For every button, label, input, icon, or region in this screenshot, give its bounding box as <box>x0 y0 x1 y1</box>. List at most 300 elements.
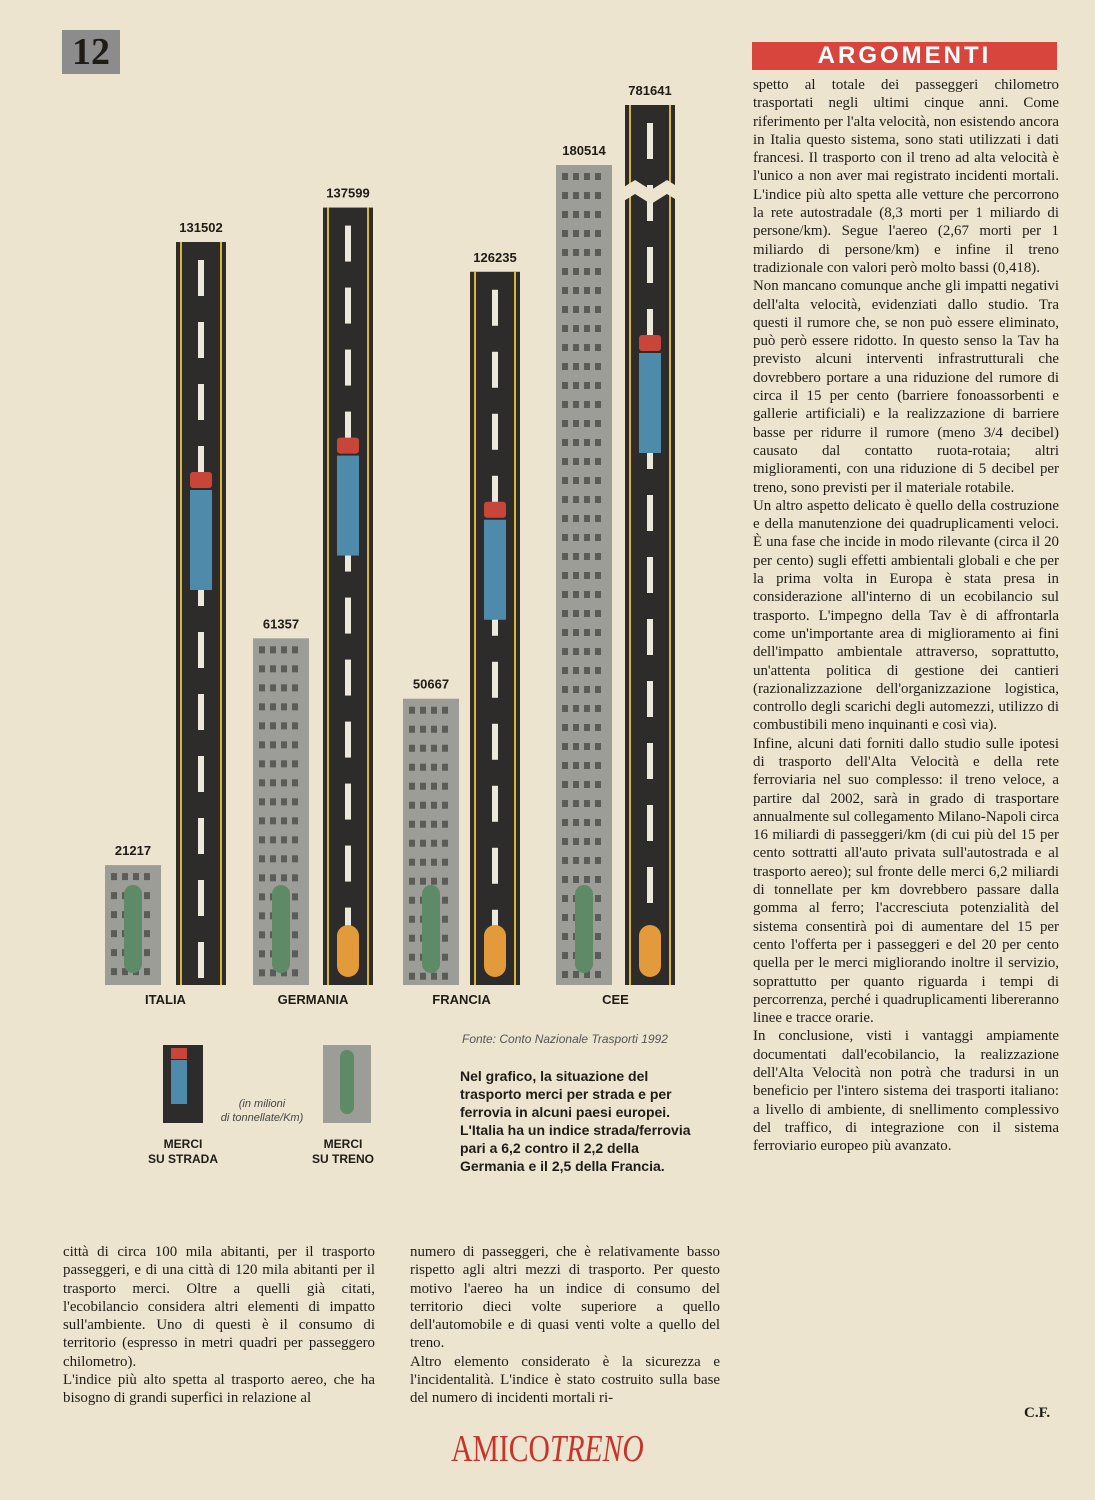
window <box>259 741 265 748</box>
window <box>562 952 568 959</box>
window <box>259 912 265 919</box>
lane-dash <box>198 942 204 978</box>
value-label: 126235 <box>473 249 517 265</box>
window <box>562 933 568 940</box>
window <box>111 968 117 975</box>
window <box>584 344 590 351</box>
paragraph: In conclusione, visti i vantaggi ampiamente documentati dall'ecobilancio, la realizzazione dell'Alta Velocità non potrà che tradursi in un beneficio per l'intero sistema dei trasporti italiano: a livello di ambiente, di snellimento complessivo del traffico, di integrazione con il sistema ferroviario europeo più avanzato. <box>753 1028 1059 1155</box>
window <box>431 783 437 790</box>
lane-dash <box>647 681 653 717</box>
window <box>573 743 579 750</box>
category-label: ITALIA <box>145 992 186 1007</box>
truck-trailer-icon <box>639 353 661 453</box>
lane-dash <box>198 880 204 916</box>
window <box>562 515 568 522</box>
lane-dash <box>345 350 351 386</box>
window <box>562 876 568 883</box>
window <box>259 665 265 672</box>
chart-source: Fonte: Conto Nazionale Trasporti 1992 <box>462 1032 668 1046</box>
window <box>595 933 601 940</box>
window <box>442 859 448 866</box>
window <box>144 949 150 956</box>
window <box>595 382 601 389</box>
window <box>442 878 448 885</box>
window <box>292 684 298 691</box>
window <box>281 684 287 691</box>
window <box>281 817 287 824</box>
window <box>595 420 601 427</box>
window <box>259 969 265 976</box>
window <box>270 741 276 748</box>
road-edge-line <box>514 272 516 985</box>
lane-dash <box>647 123 653 159</box>
train-car-icon <box>422 885 440 973</box>
window <box>562 648 568 655</box>
masthead-part-b: TRENO <box>549 1428 644 1470</box>
lane-dash <box>492 786 498 822</box>
unit-label: di tonnellate/Km) <box>220 1112 304 1124</box>
window <box>562 553 568 560</box>
window <box>595 648 601 655</box>
window <box>562 268 568 275</box>
window <box>409 878 415 885</box>
window <box>562 420 568 427</box>
window <box>442 745 448 752</box>
window <box>111 873 117 880</box>
window <box>292 760 298 767</box>
window <box>409 726 415 733</box>
window <box>584 173 590 180</box>
window <box>409 935 415 942</box>
author-signature: C.F. <box>1024 1405 1051 1421</box>
window <box>584 705 590 712</box>
window <box>584 876 590 883</box>
window <box>573 439 579 446</box>
legend-label: SU TRENO <box>311 1152 375 1166</box>
window <box>431 764 437 771</box>
window <box>584 781 590 788</box>
window <box>573 591 579 598</box>
window <box>442 764 448 771</box>
window <box>420 802 426 809</box>
window <box>573 230 579 237</box>
train-car-icon <box>124 885 142 973</box>
window <box>420 745 426 752</box>
window <box>292 817 298 824</box>
unit-label: (in milioni <box>238 1098 286 1110</box>
window <box>562 914 568 921</box>
window <box>595 173 601 180</box>
window <box>562 534 568 541</box>
window <box>431 973 437 980</box>
window <box>144 930 150 937</box>
window <box>595 249 601 256</box>
window <box>442 897 448 904</box>
window <box>595 971 601 978</box>
category-label: FRANCIA <box>432 992 491 1007</box>
legend-train <box>340 1050 354 1114</box>
window <box>409 821 415 828</box>
window <box>573 268 579 275</box>
window <box>595 724 601 731</box>
window <box>584 477 590 484</box>
window <box>281 855 287 862</box>
truck-trailer-icon <box>484 520 506 620</box>
window <box>420 764 426 771</box>
window <box>431 821 437 828</box>
window <box>573 572 579 579</box>
window <box>584 306 590 313</box>
window <box>562 705 568 712</box>
window <box>562 857 568 864</box>
lane-dash <box>492 414 498 450</box>
window <box>270 855 276 862</box>
window <box>573 173 579 180</box>
window <box>144 968 150 975</box>
window <box>573 306 579 313</box>
legend-truck-cab <box>171 1048 187 1059</box>
lane-dash <box>647 619 653 655</box>
window <box>584 857 590 864</box>
window <box>292 665 298 672</box>
window <box>584 610 590 617</box>
lane-dash <box>198 384 204 420</box>
window <box>573 857 579 864</box>
lane-dash <box>198 756 204 792</box>
legend-label: SU STRADA <box>147 1152 219 1166</box>
window <box>562 591 568 598</box>
window <box>292 703 298 710</box>
window <box>409 916 415 923</box>
window <box>442 821 448 828</box>
train-car-icon <box>575 885 593 973</box>
window <box>562 230 568 237</box>
window <box>562 173 568 180</box>
window <box>562 610 568 617</box>
window <box>259 931 265 938</box>
window <box>562 477 568 484</box>
window <box>595 705 601 712</box>
window <box>573 838 579 845</box>
window <box>562 192 568 199</box>
window <box>595 439 601 446</box>
legend-truck-trailer <box>171 1060 187 1104</box>
window <box>584 249 590 256</box>
window <box>595 496 601 503</box>
window <box>259 703 265 710</box>
window <box>270 665 276 672</box>
window <box>562 838 568 845</box>
road-edge-line <box>367 208 369 985</box>
window <box>573 211 579 218</box>
window <box>259 836 265 843</box>
window <box>584 515 590 522</box>
road-edge-line <box>180 242 182 985</box>
window <box>259 646 265 653</box>
window <box>562 306 568 313</box>
window <box>595 287 601 294</box>
lane-dash <box>198 694 204 730</box>
window <box>281 779 287 786</box>
window <box>595 667 601 674</box>
window <box>595 306 601 313</box>
road-edge-line <box>474 272 476 985</box>
lane-dash <box>492 290 498 326</box>
window <box>595 800 601 807</box>
legend-label: MERCI <box>323 1137 363 1151</box>
window <box>259 874 265 881</box>
window <box>595 781 601 788</box>
window <box>281 703 287 710</box>
window <box>595 876 601 883</box>
window <box>573 553 579 560</box>
window <box>562 572 568 579</box>
window <box>270 703 276 710</box>
paragraph: L'indice più alto spetta al trasporto aereo, che ha bisogno di grandi superfici in relazione al <box>63 1372 375 1407</box>
window <box>573 382 579 389</box>
window <box>292 874 298 881</box>
lane-dash <box>345 722 351 758</box>
window <box>409 840 415 847</box>
window <box>270 817 276 824</box>
window <box>259 817 265 824</box>
window <box>595 553 601 560</box>
window <box>573 477 579 484</box>
window <box>573 287 579 294</box>
window <box>573 420 579 427</box>
window <box>584 743 590 750</box>
window <box>259 779 265 786</box>
window <box>584 439 590 446</box>
window <box>562 325 568 332</box>
magazine-masthead <box>120 1427 974 1471</box>
window <box>595 629 601 636</box>
window <box>442 935 448 942</box>
window <box>409 783 415 790</box>
window <box>270 760 276 767</box>
window <box>292 722 298 729</box>
window <box>144 892 150 899</box>
window <box>562 819 568 826</box>
window <box>584 363 590 370</box>
window <box>573 401 579 408</box>
value-label: 61357 <box>262 616 300 632</box>
window <box>562 458 568 465</box>
window <box>420 707 426 714</box>
paragraph: numero di passeggeri, che è relativamente basso rispetto agli altri mezzi di trasporto. Per questo motivo l'aereo ha un indice di consumo del territorio dieci volte superiore a quello dell'automobile e di quasi venti volte a quello del treno. <box>410 1244 720 1352</box>
window <box>595 515 601 522</box>
window <box>595 743 601 750</box>
window <box>420 840 426 847</box>
window <box>573 876 579 883</box>
train-car-icon <box>337 925 359 977</box>
window <box>573 686 579 693</box>
window <box>595 819 601 826</box>
window <box>420 821 426 828</box>
window <box>595 534 601 541</box>
window <box>584 458 590 465</box>
window <box>595 895 601 902</box>
lane-dash <box>492 724 498 760</box>
window <box>442 973 448 980</box>
window <box>292 646 298 653</box>
window <box>573 648 579 655</box>
window <box>122 873 128 880</box>
lane-dash <box>198 818 204 854</box>
window <box>281 646 287 653</box>
window <box>111 930 117 937</box>
window <box>584 762 590 769</box>
window <box>442 707 448 714</box>
window <box>584 648 590 655</box>
window <box>111 949 117 956</box>
window <box>595 211 601 218</box>
window <box>562 762 568 769</box>
lane-dash <box>647 557 653 593</box>
window <box>292 779 298 786</box>
lane-dash <box>198 322 204 358</box>
value-label: 781641 <box>628 83 672 98</box>
legend-label: MERCI <box>163 1137 203 1151</box>
truck-cab-icon <box>337 438 359 454</box>
window <box>292 855 298 862</box>
window <box>573 496 579 503</box>
window <box>595 401 601 408</box>
lane-dash <box>647 247 653 283</box>
road-edge-line <box>327 208 329 985</box>
window <box>281 798 287 805</box>
window <box>281 722 287 729</box>
window <box>595 686 601 693</box>
chart-caption: Nel grafico, la situazione del trasporto merci per strada e per ferrovia in alcuni paesi europei. L'Italia ha un indice strada/ferrovia pari a 6,2 contro il 2,2 della Germania e il 2,5 della Francia. <box>460 1068 691 1174</box>
window <box>292 741 298 748</box>
window <box>573 705 579 712</box>
window <box>573 781 579 788</box>
window <box>292 969 298 976</box>
window <box>281 836 287 843</box>
lane-dash <box>647 495 653 531</box>
window <box>259 760 265 767</box>
truck-cab-icon <box>639 335 661 351</box>
truck-cab-icon <box>190 472 212 488</box>
window <box>259 722 265 729</box>
window <box>595 914 601 921</box>
truck-trailer-icon <box>337 456 359 556</box>
masthead-part-a: AMICO <box>451 1428 550 1470</box>
window <box>409 859 415 866</box>
window <box>584 211 590 218</box>
lane-dash <box>345 598 351 634</box>
window <box>573 192 579 199</box>
window <box>292 912 298 919</box>
lane-dash <box>492 352 498 388</box>
window <box>584 553 590 560</box>
window <box>292 931 298 938</box>
window <box>409 954 415 961</box>
window <box>573 667 579 674</box>
window <box>573 610 579 617</box>
window <box>584 192 590 199</box>
window <box>431 859 437 866</box>
window <box>292 798 298 805</box>
window <box>281 665 287 672</box>
window <box>442 783 448 790</box>
window <box>562 439 568 446</box>
window <box>420 973 426 980</box>
window <box>573 249 579 256</box>
window <box>431 802 437 809</box>
window <box>584 230 590 237</box>
window <box>584 686 590 693</box>
window <box>133 873 139 880</box>
window <box>595 762 601 769</box>
window <box>562 629 568 636</box>
window <box>281 874 287 881</box>
window <box>595 325 601 332</box>
window <box>442 916 448 923</box>
window <box>562 686 568 693</box>
window <box>584 629 590 636</box>
window <box>595 952 601 959</box>
window <box>573 458 579 465</box>
window <box>562 344 568 351</box>
window <box>281 760 287 767</box>
category-label: GERMANIA <box>277 992 349 1007</box>
window <box>595 477 601 484</box>
window <box>595 344 601 351</box>
lane-dash <box>198 632 204 668</box>
window <box>111 911 117 918</box>
window <box>292 950 298 957</box>
window <box>409 707 415 714</box>
paragraph: città di circa 100 mila abitanti, per il trasporto passeggeri, e di una città di 120 mila abitanti per il trasporto merci. Oltre a quelli già citati, l'ecobilancio considera altri elementi di impatto sull'ambiente. Uno di questi è il consumo di territorio (espresso in metri quadri per passeggero chilometro). <box>63 1244 375 1370</box>
road-edge-line <box>629 105 631 985</box>
window <box>573 344 579 351</box>
window <box>584 401 590 408</box>
window <box>270 874 276 881</box>
window <box>562 781 568 788</box>
window <box>595 363 601 370</box>
window <box>584 800 590 807</box>
category-label: CEE <box>602 992 629 1007</box>
window <box>595 230 601 237</box>
window <box>562 971 568 978</box>
window <box>409 802 415 809</box>
value-label: 21217 <box>114 843 152 859</box>
window <box>584 496 590 503</box>
section-band: ARGOMENTI <box>752 42 1057 70</box>
window <box>562 667 568 674</box>
window <box>595 572 601 579</box>
window <box>442 726 448 733</box>
train-car-icon <box>484 925 506 977</box>
window <box>562 895 568 902</box>
paragraph: Non mancano comunque anche gli impatti negativi dell'alta velocità, evidenziati dallo studio. Tra questi il rumore che, se non può essere eliminato, può però essere ridotto. In questo senso la Tav ha previsto alcuni interventi infrastrutturali che dovrebbero portare a una riduzione del rumore di circa il 15 per cento (barriere fonoassorbenti e gallerie artificiali) e la realizzazione di barriere basse per ridurre il rumore (meno 3/4 decibel) causato dal contatto ruota-rotaia; altri miglioramenti, con una riduzione di 5 decibel per treno, sono previsti per il materiale rotabile. <box>753 278 1059 496</box>
value-label: 50667 <box>412 676 450 692</box>
window <box>409 745 415 752</box>
lane-dash <box>198 260 204 296</box>
paragraph: Altro elemento considerato è la sicurezza e l'incidentalità. L'indice è stato costruito sulla base del numero di incidenti mortali ri- <box>410 1353 720 1407</box>
window <box>573 819 579 826</box>
window <box>281 741 287 748</box>
window <box>562 743 568 750</box>
lane-dash <box>345 226 351 262</box>
window <box>584 287 590 294</box>
window <box>595 838 601 845</box>
window <box>270 722 276 729</box>
window <box>442 802 448 809</box>
window <box>584 819 590 826</box>
